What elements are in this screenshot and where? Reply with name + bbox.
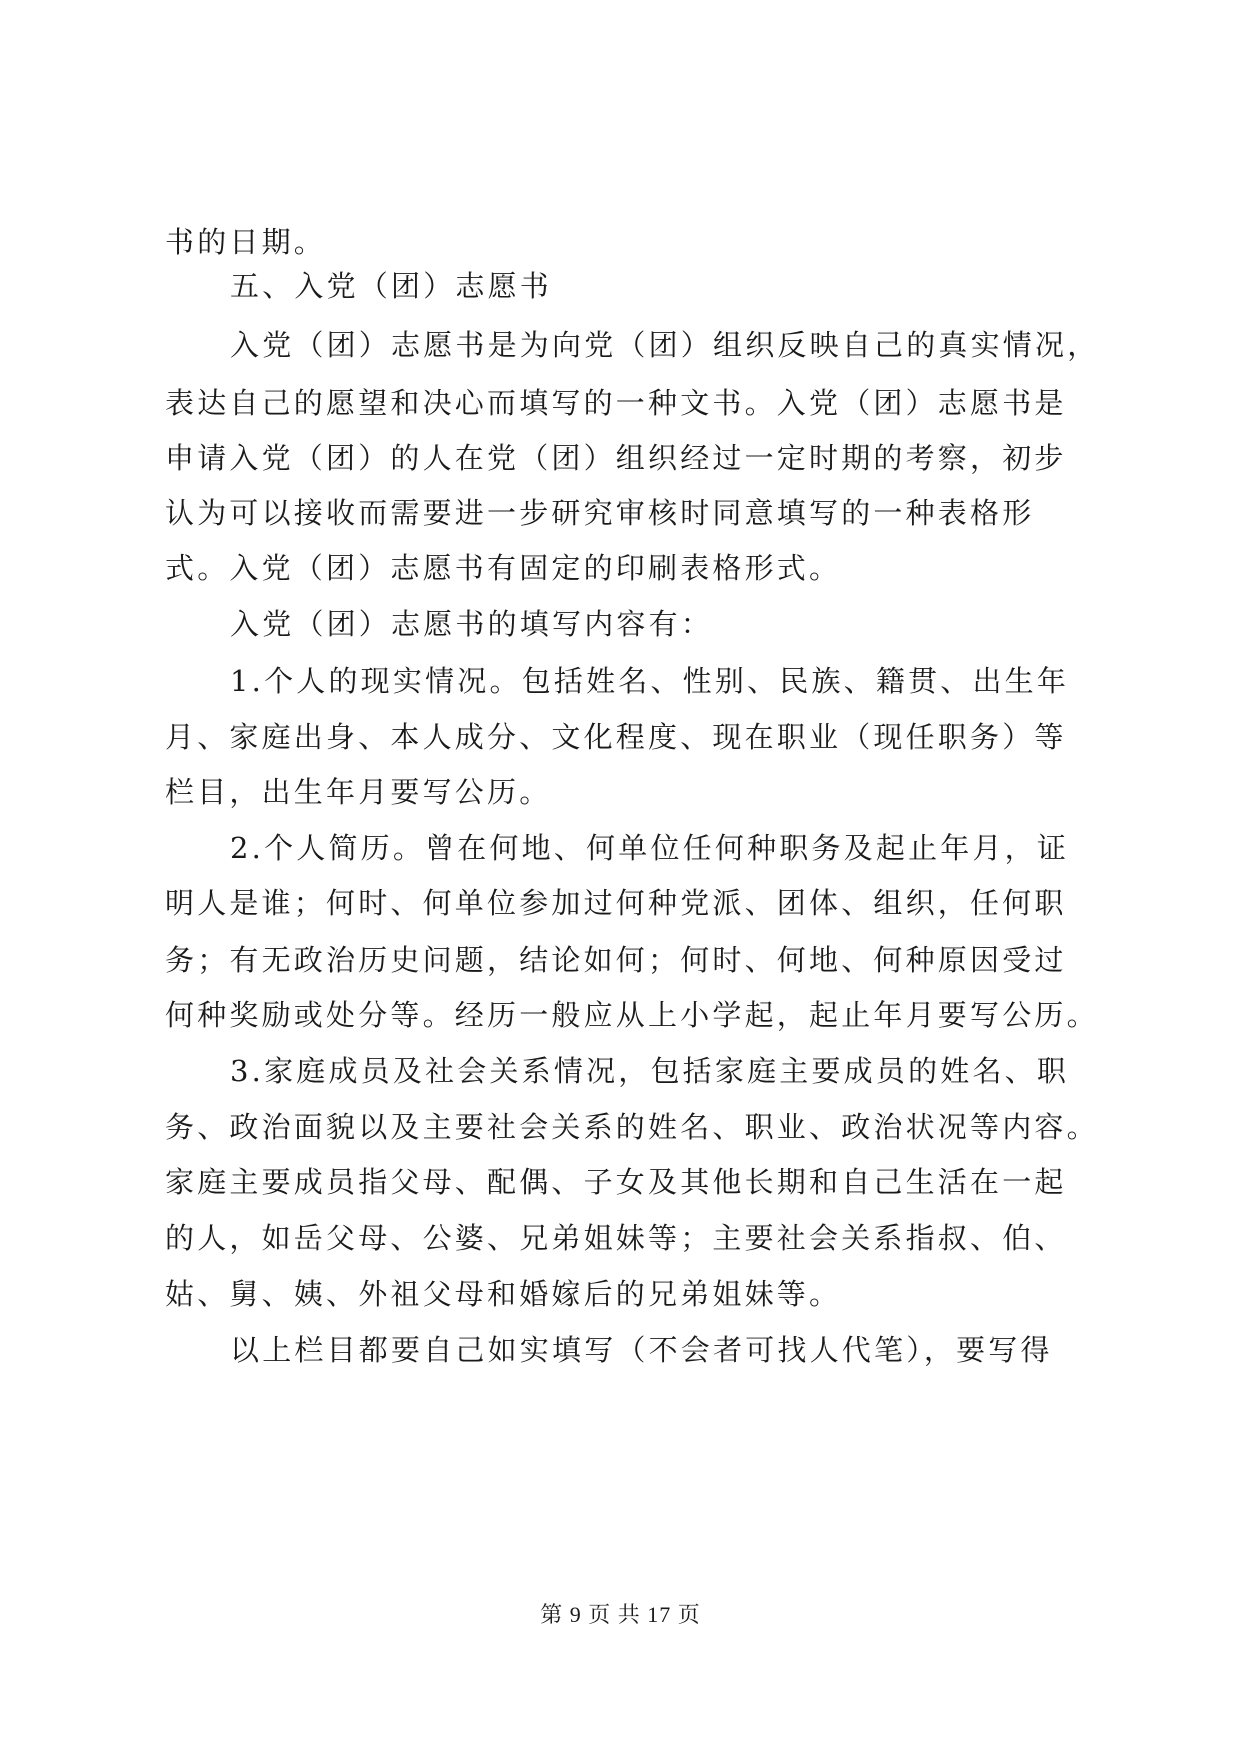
text-line: 认为可以接收而需要进一步研究审核时同意填写的一种表格形 [165, 496, 1035, 530]
text-line: 月、家庭出身、本人成分、文化程度、现在职业（现任职务）等 [165, 720, 1067, 754]
list-item-3: 3.家庭成员及社会关系情况，包括家庭主要成员的姓名、职 [230, 1054, 1070, 1088]
text-line: 式。入党（团）志愿书有固定的印刷表格形式。 [165, 551, 842, 585]
text-line: 入党（团）志愿书是为向党（团）组织反映自己的真实情况， [230, 328, 1100, 362]
list-item-2: 2.个人简历。曾在何地、何单位任何种职务及起止年月，证 [230, 831, 1070, 865]
list-item-1: 1.个人的现实情况。包括姓名、性别、民族、籍贯、出生年 [230, 664, 1070, 698]
text-line: 的人，如岳父母、公婆、兄弟姐妹等；主要社会关系指叔、伯、 [165, 1221, 1067, 1255]
text-line: 家庭主要成员指父母、配偶、子女及其他长期和自己生活在一起 [165, 1165, 1067, 1199]
text-line: 何种奖励或处分等。经历一般应从上小学起，起止年月要写公历。 [165, 998, 1099, 1032]
section-heading: 五、入党（团）志愿书 [230, 269, 553, 303]
text-line: 入党（团）志愿书的填写内容有： [230, 607, 714, 641]
text-line: 表达自己的愿望和决心而填写的一种文书。入党（团）志愿书是 [165, 386, 1067, 420]
text-line: 申请入党（团）的人在党（团）组织经过一定时期的考察，初步 [165, 441, 1067, 475]
text-line: 务；有无政治历史问题，结论如何；何时、何地、何种原因受过 [165, 943, 1067, 977]
page-footer: 第 9 页 共 17 页 [540, 1602, 701, 1627]
text-line: 以上栏目都要自己如实填写（不会者可找人代笔），要写得 [230, 1333, 1053, 1367]
text-line: 务、政治面貌以及主要社会关系的姓名、职业、政治状况等内容。 [165, 1110, 1099, 1144]
text-line: 书的日期。 [165, 225, 327, 259]
text-line: 栏目，出生年月要写公历。 [165, 775, 552, 809]
text-line: 明人是谁；何时、何单位参加过何种党派、团体、组织，任何职 [165, 886, 1067, 920]
text-line: 姑、舅、姨、外祖父母和婚嫁后的兄弟姐妹等。 [165, 1277, 842, 1311]
